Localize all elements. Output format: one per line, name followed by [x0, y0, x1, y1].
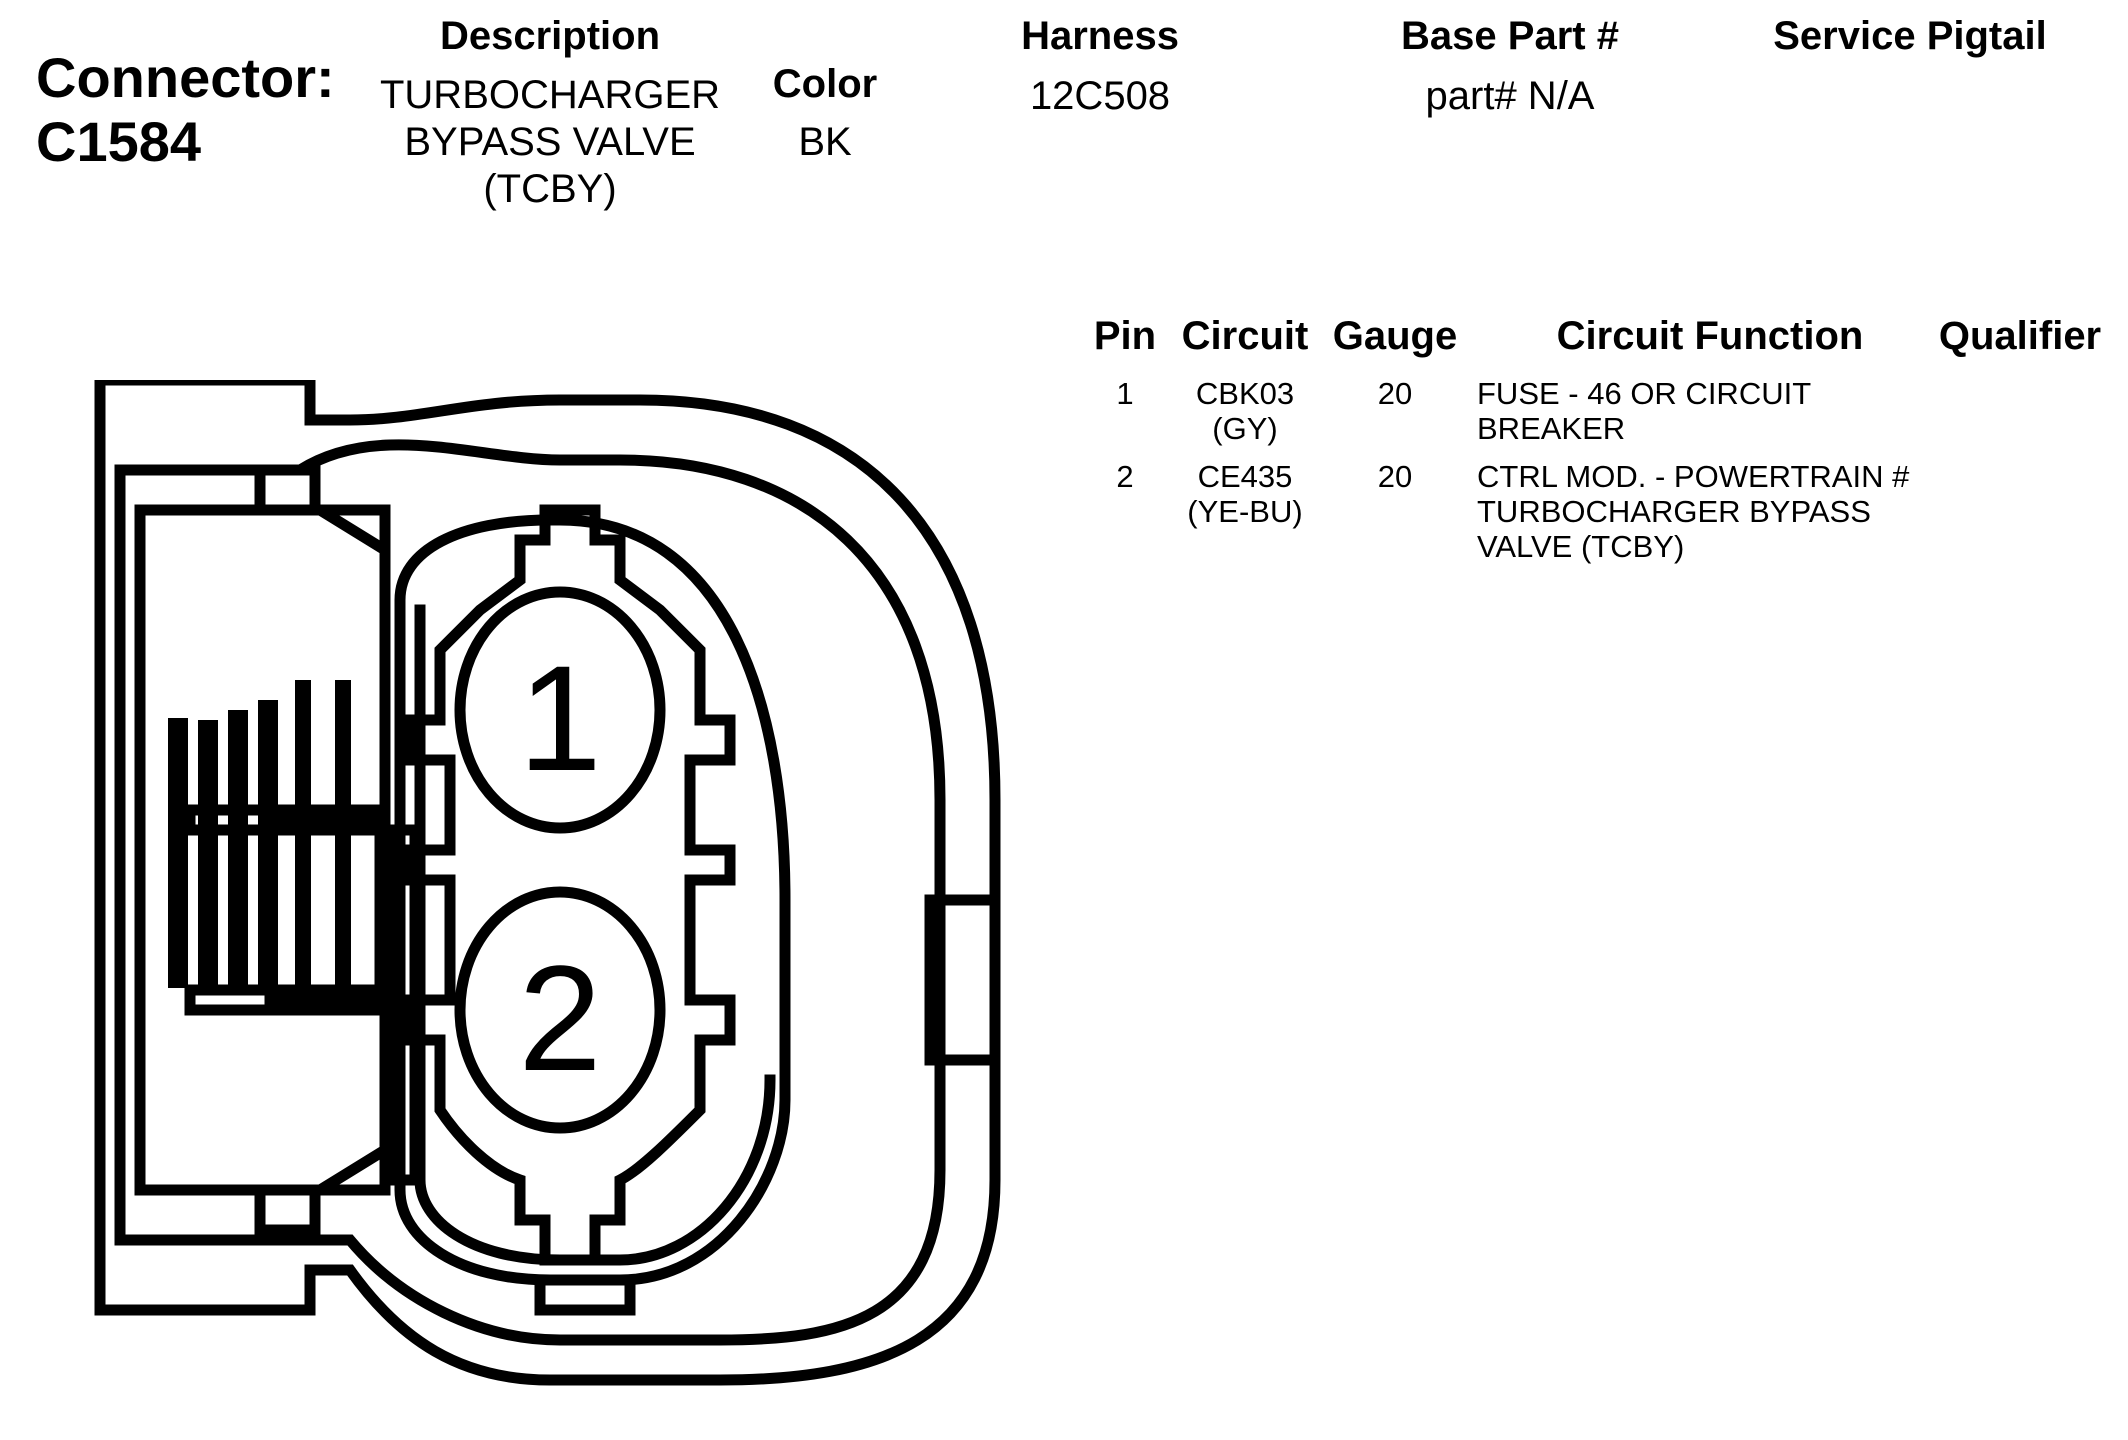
connector-title	[36, 46, 335, 174]
latch-rib	[228, 710, 248, 990]
connector-face-diagram	[80, 380, 1020, 1400]
function-line: VALVE (TCBY)	[1477, 529, 1685, 564]
terminal-bottom-tab	[540, 1280, 630, 1310]
latch-rib	[335, 680, 351, 1000]
description-value	[350, 72, 750, 213]
latch-step-top	[140, 510, 385, 640]
pin-1-label: 1	[518, 634, 602, 802]
base-part-header: Base Part #	[1401, 14, 1619, 58]
circuit-function-column-header: Circuit Function	[1556, 314, 1864, 358]
description-header: Description	[439, 14, 661, 58]
function-line: CTRL MOD. - POWERTRAIN #	[1477, 459, 1910, 494]
color-header: Color	[772, 62, 878, 106]
pin-column-header: Pin	[1093, 314, 1157, 358]
function-line: FUSE - 46 OR CIRCUIT	[1477, 376, 1812, 411]
qualifier-column-header: Qualifier	[1938, 314, 2102, 358]
circuit-column-header: Circuit	[1181, 314, 1309, 358]
circuit-line: (GY)	[1212, 411, 1278, 446]
pin-housing	[410, 510, 730, 1260]
function-line: TURBOCHARGER BYPASS	[1477, 494, 1871, 529]
circuit-line: CBK03	[1195, 376, 1295, 411]
latch-inner-box	[270, 820, 380, 1000]
latch-step-bottom	[140, 1070, 385, 1190]
base-part-value: part# N/A	[1425, 74, 1595, 118]
latch-rib	[295, 680, 311, 1000]
row-function	[1477, 376, 1927, 446]
row-pin: 1	[1116, 376, 1134, 411]
latch-bottom-tab	[260, 1190, 315, 1230]
harness-header: Harness	[1021, 14, 1179, 58]
row-circuit	[1170, 459, 1320, 529]
function-line: BREAKER	[1477, 411, 1626, 446]
row-pin: 2	[1116, 459, 1134, 494]
harness-value: 12C508	[1029, 74, 1171, 118]
row-circuit	[1170, 376, 1320, 446]
row-gauge: 20	[1377, 459, 1413, 494]
description-line: (TCBY)	[483, 167, 617, 211]
connector-id: C1584	[36, 110, 202, 173]
connector-label: Connector:	[36, 46, 335, 109]
color-value: BK	[798, 120, 852, 164]
circuit-line: CE435	[1197, 459, 1293, 494]
circuit-line: (YE-BU)	[1187, 494, 1303, 529]
latch-rib	[168, 718, 188, 988]
service-pigtail-header: Service Pigtail	[1773, 14, 2047, 58]
gauge-column-header: Gauge	[1332, 314, 1458, 358]
latch-top-tab	[260, 470, 315, 510]
latch-rib	[198, 720, 218, 990]
pin-2-label: 2	[518, 934, 602, 1102]
row-function	[1477, 459, 1927, 564]
row-gauge: 20	[1377, 376, 1413, 411]
description-line: TURBOCHARGER	[379, 73, 721, 117]
description-line: BYPASS VALVE	[404, 120, 696, 164]
